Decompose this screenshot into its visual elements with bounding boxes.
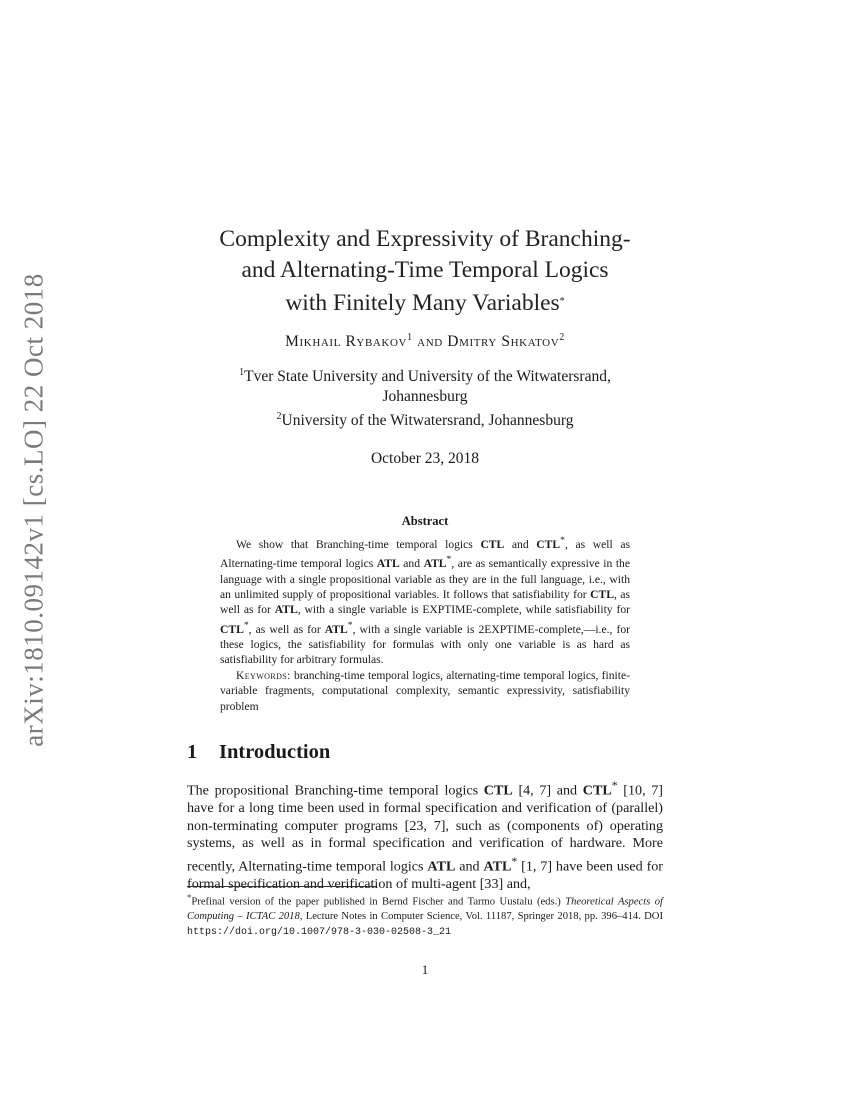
body-text: [10, 7] have for a long time been used in formal specification and verification of (parallel) non-terminating computer programs [23, 7], such as (components of) operating systems, as well as in formal specification and verification of hardware. More recently, Alternating-time temporal logics — [187, 782, 663, 875]
title-line-3-text: with Finitely Many Variables — [285, 290, 560, 316]
keywords-list: branching-time temporal logics, alternating-time temporal logics, finite-variable fragments, computational complexity, semantic expressivity, satisfiability problem — [220, 668, 630, 713]
body-text: [4, 7] and — [512, 782, 583, 799]
star-mark: * — [243, 619, 249, 631]
title-line-1: Complexity and Expressivity of Branching- — [219, 226, 631, 252]
star-mark: * — [347, 619, 353, 631]
section-title-text: Introduction — [219, 741, 331, 763]
affiliation-1-line-2: Johannesburg — [382, 388, 468, 405]
title-footnote-mark[interactable]: * — [559, 296, 565, 307]
affiliation-1-line-1: Tver State University and University of the Witwatersrand, — [244, 368, 611, 385]
author-2-affiliation-mark: 2 — [559, 332, 565, 343]
footnote — [187, 890, 663, 940]
abstract-text: , are as semantically expressive in the language with a single propositional variable as they are in the full language, i.e., with an unlimited supply of propositional variables. It follows that satisfiability for — [220, 557, 630, 601]
abstract-text: and — [504, 537, 537, 551]
introduction-body — [187, 777, 663, 894]
logic-ctl: CTL — [480, 537, 505, 551]
affiliations — [186, 363, 664, 431]
author-2-name: Dmitry Shkatov — [447, 333, 560, 350]
footnote-divider — [187, 886, 377, 887]
affiliation-1 — [186, 363, 664, 387]
body-text: and — [455, 858, 484, 875]
author-1-affiliation-mark: 1 — [407, 332, 413, 343]
title-line-3 — [186, 286, 664, 319]
abstract-text: , with a single variable is EXPTIME-complete, while satisfiability for — [297, 603, 630, 617]
abstract-heading: Abstract — [401, 514, 449, 528]
abstract-text: , as well as for — [248, 622, 325, 636]
star-mark: * — [511, 855, 518, 869]
abstract-text: , with a single variable is 2EXPTIME-complete,—i.e., for these logics, the satisfiability for formulas with only one variable is as hard as satisfiability for arbitrary formulas. — [220, 622, 630, 667]
affiliation-2-text: University of the Witwatersrand, Johannesburg — [281, 412, 574, 429]
star-mark: * — [560, 535, 565, 546]
body-text: [1, 7] have been used for formal specification and verification of multi-agent [33] and, — [187, 858, 663, 893]
logic-ctl: CTL — [590, 587, 614, 601]
logic-ctl-star: CTL — [582, 782, 612, 799]
author-1-name: Mikhail Rybakov — [285, 333, 408, 350]
footnote-mark: * — [187, 892, 192, 902]
abstract-text: and — [399, 557, 424, 571]
abstract-paragraph — [220, 533, 630, 668]
star-mark: * — [446, 554, 452, 566]
doi-link[interactable]: https://doi.org/10.1007/978-3-030-02508-3_21 — [187, 926, 452, 938]
abstract-text: , as well as for — [220, 587, 630, 617]
body-text: The propositional Branching-time temporal logics — [187, 782, 484, 799]
logic-atl: ATL — [427, 858, 456, 875]
paper-title — [186, 224, 664, 319]
logic-atl-star: ATL — [423, 557, 447, 571]
abstract-body — [220, 533, 630, 714]
logic-atl: ATL — [376, 557, 400, 571]
author-conjunction: and — [417, 333, 443, 350]
logic-atl-star: ATL — [483, 858, 512, 875]
footnote-text-b: , Lecture Notes in Computer Science, Vol. 11187, Springer 2018, pp. 396–414. DOI — [299, 911, 663, 923]
logic-atl-star: ATL — [324, 622, 348, 636]
abstract-text: We show that Branching-time temporal logics — [236, 537, 481, 551]
affiliation-1-mark: 1 — [239, 367, 245, 378]
page-number: 1 — [421, 962, 429, 977]
paper-date: October 23, 2018 — [370, 450, 480, 467]
abstract-text: , as well as Alternating-time temporal logics — [220, 537, 631, 571]
footnote-text-a: Prefinal version of the paper published in Bernd Fischer and Tarmo Uustalu (eds.) — [191, 896, 566, 908]
intro-paragraph — [187, 777, 663, 894]
keywords-paragraph — [220, 668, 630, 714]
section-number: 1 — [187, 741, 198, 763]
arxiv-identifier-stamp[interactable]: arXiv:1810.09142v1 [cs.LO] 22 Oct 2018 — [18, 273, 49, 747]
affiliation-2 — [186, 407, 664, 431]
section-heading — [187, 741, 330, 764]
logic-ctl-star: CTL — [536, 537, 561, 551]
logic-ctl-star: CTL — [220, 622, 244, 636]
title-line-2: and Alternating-Time Temporal Logics — [241, 257, 609, 283]
logic-atl: ATL — [274, 603, 298, 617]
keywords-label: Keywords: — [236, 668, 291, 682]
star-mark: * — [611, 779, 618, 792]
author-list — [186, 332, 664, 351]
logic-ctl: CTL — [483, 782, 513, 799]
affiliation-2-mark: 2 — [276, 411, 282, 422]
footnote-venue: Theoretical Aspects of Computing – ICTAC 2018 — [187, 896, 663, 923]
